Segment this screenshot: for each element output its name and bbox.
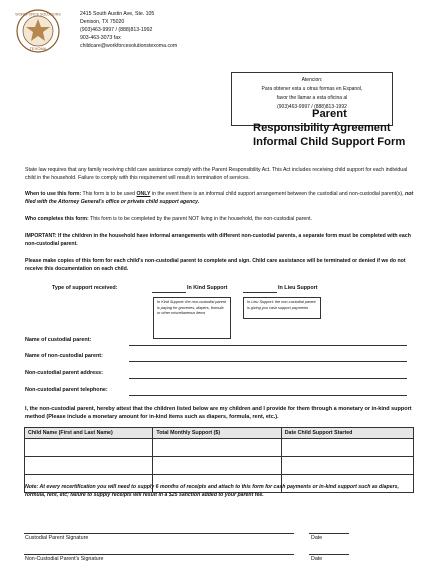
- noncustodial-address-field[interactable]: [129, 378, 407, 379]
- svg-text:TEXOMA: TEXOMA: [29, 46, 47, 51]
- date-started-cell[interactable]: [281, 439, 413, 457]
- custodial-name-field[interactable]: [129, 345, 407, 346]
- intro-paragraph: State law requires that any family receiving child care assistance comply with the Parent Responsibility Act. This Act includes receiving child support for each individual child in the household. Failure to comply with this requirement will result in termination of services.: [25, 167, 408, 182]
- when-label: When to use this form:: [25, 191, 82, 197]
- table-row: [25, 439, 414, 457]
- date-started-cell[interactable]: [281, 457, 413, 475]
- custodial-signature-field[interactable]: [24, 533, 294, 534]
- address-email: childcare@workforcesolutionstexoma.com: [80, 43, 178, 49]
- custodial-date-field[interactable]: [309, 533, 349, 534]
- noncustodial-phone-label: Non-custodial parent telephone:: [25, 387, 108, 393]
- when-only: ONLY: [136, 191, 151, 197]
- when-text-b: in the event there is an informal child support arrangement between the custodial and non-custodial parent(s),: [150, 191, 406, 197]
- form-title: [253, 107, 405, 149]
- column-header-child-name: Child Name (First and Last Name): [25, 428, 153, 439]
- address-fax: 903-463-3073 fax: [80, 35, 121, 41]
- notice-heading: Atencion:: [301, 77, 323, 83]
- in-kind-description: In Kind Support: the non-custodial parent is paying for groceries, diapers, formula or other miscellaneous items: [153, 297, 231, 339]
- child-name-cell[interactable]: [25, 439, 153, 457]
- noncustodial-signature-field[interactable]: [24, 554, 294, 555]
- monthly-support-cell[interactable]: [153, 439, 281, 457]
- title-line-3: Informal Child Support Form: [253, 136, 406, 148]
- important-label: IMPORTANT:: [25, 233, 57, 239]
- attestation-paragraph: I, the non-custodial parent, hereby attest that the children listed below are my children and I provide for them through a monetary or in-kind support method (Please include a monetary amount for in-kind items such as diapers, formula, rent, etc.).: [25, 406, 412, 421]
- when-text-c: not filed with the Attorney General's office or private child support agency.: [25, 191, 414, 206]
- title-line-1: Parent: [312, 108, 347, 120]
- svg-text:WORKFORCE SOLUTIONS: WORKFORCE SOLUTIONS: [15, 12, 61, 17]
- noncustodial-name-field[interactable]: [129, 361, 407, 362]
- monthly-support-cell[interactable]: [153, 457, 281, 475]
- noncustodial-phone-field[interactable]: [129, 395, 407, 396]
- in-kind-label: In Kind Support: [187, 285, 228, 291]
- title-line-2: Responsibility Agreement: [253, 122, 391, 134]
- receipts-note: Note: At every recertification you will need to supply 6 months of receipts and attach to this form for cash payments or in-kind support such as diapers, formula, rent, etc; failure to supply receipts will result in a $25 sanction added to your parent fee.: [25, 484, 399, 499]
- custodial-date-label: Date: [311, 535, 323, 541]
- table-row: [25, 457, 414, 475]
- noncustodial-signature-label: Non-Custodial Parent's Signature: [25, 556, 104, 562]
- address-phone: (903)463-9997 / (888)813-1992: [80, 27, 153, 33]
- notice-line-2: favor the llamar a esta oficina al: [276, 95, 348, 101]
- noncustodial-date-label: Date: [311, 556, 323, 562]
- noncustodial-date-field[interactable]: [309, 554, 349, 555]
- who-text: This form is to be completed by the parent NOT living in the household, the non-custodial parent.: [88, 216, 312, 222]
- in-lieu-description: In Lieu Support: the non-custodial parent is giving you cash support payments: [243, 297, 321, 319]
- noncustodial-address-label: Non-custodial parent address:: [25, 370, 103, 376]
- address-street: 2415 South Austin Ave, Ste. 105: [80, 11, 155, 17]
- column-header-monthly-support: Total Monthly Support ($): [153, 428, 281, 439]
- child-name-cell[interactable]: [25, 457, 153, 475]
- notice-line-1: Para obtener esta u otras formas en Espanol,: [261, 86, 363, 92]
- important-text: If the children in the household have informal arrangements with different non-custodial parents, a separate form must be completed with each non-custodial parent.: [25, 233, 411, 248]
- custodial-signature-label: Custodial Parent Signature: [25, 535, 89, 541]
- when-text-a: This form is to be used: [81, 191, 137, 197]
- who-completes-paragraph: [25, 215, 415, 223]
- custodial-name-label: Name of custodial parent:: [25, 337, 92, 343]
- notice-phone: (903)463-9997 / (888)813-1992: [277, 104, 347, 110]
- important-paragraph: [25, 232, 415, 249]
- organization-logo: [15, 8, 61, 54]
- when-to-use-paragraph: [25, 190, 415, 207]
- noncustodial-name-label: Name of non-custodial parent:: [25, 353, 103, 359]
- organization-address: [80, 10, 177, 50]
- column-header-date-started: Date Child Support Started: [281, 428, 413, 439]
- who-label: Who completes this form:: [25, 216, 89, 222]
- in-lieu-label: In Lieu Support: [278, 285, 318, 291]
- support-type-label: Type of support received:: [52, 285, 118, 291]
- copies-paragraph: Please make copies of this form for each child's non-custodial parent to complete and sign. Child care assistance will be terminated or denied if we do not receive this documentation on each child.: [25, 258, 406, 273]
- address-city: Denison, TX 75020: [80, 19, 125, 25]
